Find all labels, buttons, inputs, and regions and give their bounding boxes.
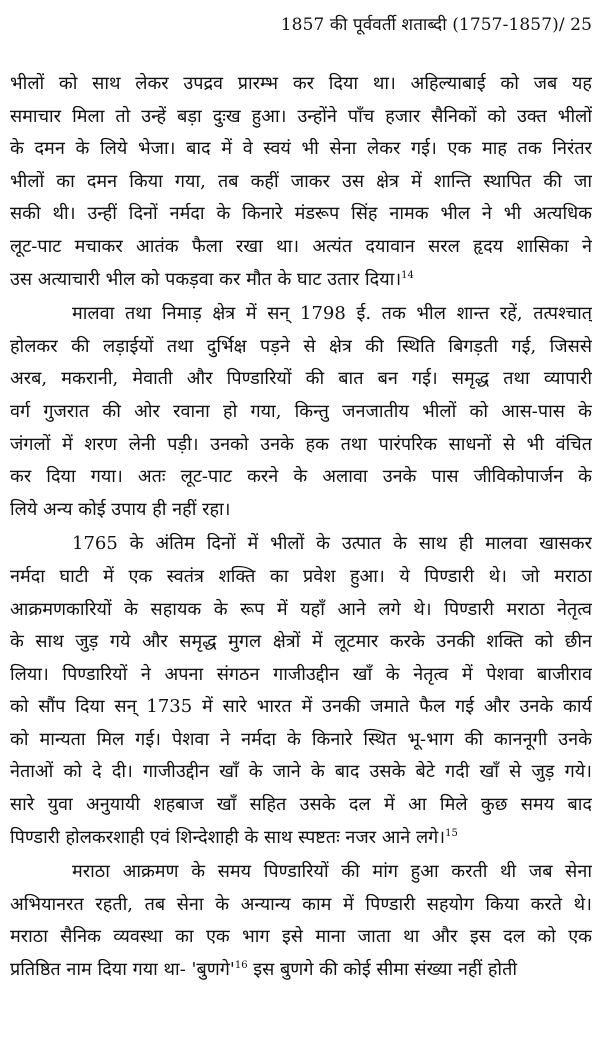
line-text: लिया। पिण्डारियों ने अपना संगठन गाजीउद्दीन खाँ के नेतृत्व में पेशवा बाजीराव: [10, 663, 592, 685]
text-line: [10, 298, 592, 331]
paragraph: [10, 68, 592, 296]
text-line: [10, 264, 592, 297]
line-text: को मान्यता मिल गई। पेशवा ने नर्मदा के किनारे स्थित भू-भाग की काननूगी उनके: [10, 728, 592, 750]
line-text: 1765 के अंतिम दिनों में भीलों के उत्पात के साथ ही मालवा खासकर: [72, 533, 592, 555]
line-text: वर्ग गुजरात की ओर रवाना हो गया, किन्तु जनजातीय भीलों को आस-पास के: [10, 400, 592, 422]
text-line: [10, 528, 592, 561]
text-line: [10, 691, 592, 724]
line-text: अरब, मकरानी, मेवाती और पिण्डारियों की बात बन गई। समृद्ध तथा व्यापारी: [10, 368, 592, 390]
line-text: होलकर की लड़ाईयों तथा दुर्भिक्ष पड़ने से क्षेत्र की स्थिति बिगड़ती गई, जिससे: [10, 335, 592, 357]
text-line: [10, 822, 592, 855]
footnote-marker: 14: [401, 269, 414, 281]
line-text: अभियानरत रहती, तब सेना के अन्यान्य काम में पिण्डारी सहयोग किया करते थे।: [10, 893, 592, 915]
line-text: लूट-पाट मचाकर आतंक फैला रखा था। अत्यंत दयावान सरल हृदय शासिका ने: [10, 235, 592, 257]
line-text: आक्रमणकारियों के सहायक के रूप में यहाँ आने लगे थे। पिण्डारी मराठा नेतृत्व: [10, 598, 592, 620]
line-text: के साथ जुड़ गये और समृद्ध मुगल क्षेत्रों में लूटमार करके उनकी शक्ति को छीन: [10, 631, 592, 653]
line-text: प्रतिष्ठित नाम दिया गया था- 'बुणगे': [10, 959, 235, 981]
line-text: को सौंप दिया सन् 1735 में सारे भारत में उनकी जमाते फैल गई और उनके कार्य: [10, 696, 592, 718]
body-text: [10, 68, 592, 987]
text-line: [10, 461, 592, 494]
line-text: समाचार मिला तो उन्हें बड़ा दुःख हुआ। उन्होंने पाँच हजार सैनिकों को उक्त भीलों: [10, 105, 592, 127]
text-line: [10, 561, 592, 594]
footnote-marker: 16: [234, 960, 248, 972]
text-line: [10, 331, 592, 364]
text-line: [10, 166, 592, 199]
paragraph: [10, 856, 592, 986]
text-line: [10, 954, 592, 987]
paragraph: [10, 528, 592, 854]
running-header-title: 1857 की पूर्ववर्ती शताब्दी (1757-1857)/ 25: [280, 15, 592, 35]
text-line: [10, 756, 592, 789]
paragraph: [10, 298, 592, 526]
text-line: [10, 889, 592, 922]
text-line: [10, 921, 592, 954]
footnote-marker: 15: [445, 827, 458, 839]
line-text: नर्मदा घाटी में एक स्वतंत्र शक्ति का प्रवेश हुआ। ये पिण्डारी थे। जो मराठा: [10, 565, 592, 587]
line-text: सकी थी। उन्हीं दिनों नर्मदा के किनारे मंडरूप सिंह नामक भील ने भी अत्यधिक: [10, 203, 592, 225]
line-text: पिण्डारी होलकरशाही एवं शिन्देशाही के साथ स्पष्टतः नजर आने लगे।: [10, 826, 446, 848]
text-line: [10, 101, 592, 134]
text-line: [10, 626, 592, 659]
text-line: [10, 724, 592, 757]
text-line: [10, 856, 592, 889]
text-line: [10, 68, 592, 101]
line-text: मालवा तथा निमाड़ क्षेत्र में सन् 1798 ई. तक भील शान्त रहें, तत्पश्चात्: [72, 303, 592, 325]
text-line: [10, 133, 592, 166]
line-text: कर दिया गया। अतः लूट-पाट करने के अलावा उनके पास जीविकोपार्जन के: [10, 466, 592, 488]
text-line: [10, 659, 592, 692]
text-line: [10, 494, 592, 527]
line-text: मराठा सैनिक व्यवस्था का एक भाग इसे माना जाता था और इस दल को एक: [10, 926, 592, 948]
text-line: [10, 789, 592, 822]
line-text: भीलों को साथ लेकर उपद्रव प्रारम्भ कर दिया था। अहिल्याबाई को जब यह: [10, 73, 592, 94]
text-line: [10, 363, 592, 396]
text-line: [10, 594, 592, 627]
line-text: नेताओं को दे दी। गाजीउद्दीन खाँ के जाने के बाद उसके बेटे गदी खाँ से जुड़ गये।: [10, 761, 592, 783]
text-line: [10, 429, 592, 462]
running-header: [10, 0, 592, 40]
line-text: भीलों का दमन किया गया, तब कहीं जाकर उस क्षेत्र में शान्ति स्थापित की जा: [10, 170, 592, 192]
line-text: जंगलों में शरण लेनी पड़ी। उनको उनके हक तथा पारंपरिक साधनों से भी वंचित: [10, 433, 592, 455]
line-text: के दमन के लिये भेजा। बाद में वे स्वयं भी सेना लेकर गई। एक माह तक निरंतर: [10, 138, 592, 160]
line-text: उस अत्याचारी भील को पकड़वा कर मौत के घाट उतार दिया।: [10, 268, 402, 290]
line-text-continued: इस बुणगे की कोई सीमा संख्या नहीं होती: [247, 959, 518, 981]
text-line: [10, 198, 592, 231]
line-text: लिये अन्य कोई उपाय ही नहीं रहा।: [10, 498, 231, 520]
line-text: मराठा आक्रमण के समय पिण्डारियों की मांग हुआ करती थी जब सेना: [72, 861, 592, 883]
text-line: [10, 396, 592, 429]
text-line: [10, 231, 592, 264]
line-text: सारे युवा अनुयायी शहबाज खाँ सहित उसके दल में आ मिले कुछ समय बाद: [10, 794, 592, 816]
